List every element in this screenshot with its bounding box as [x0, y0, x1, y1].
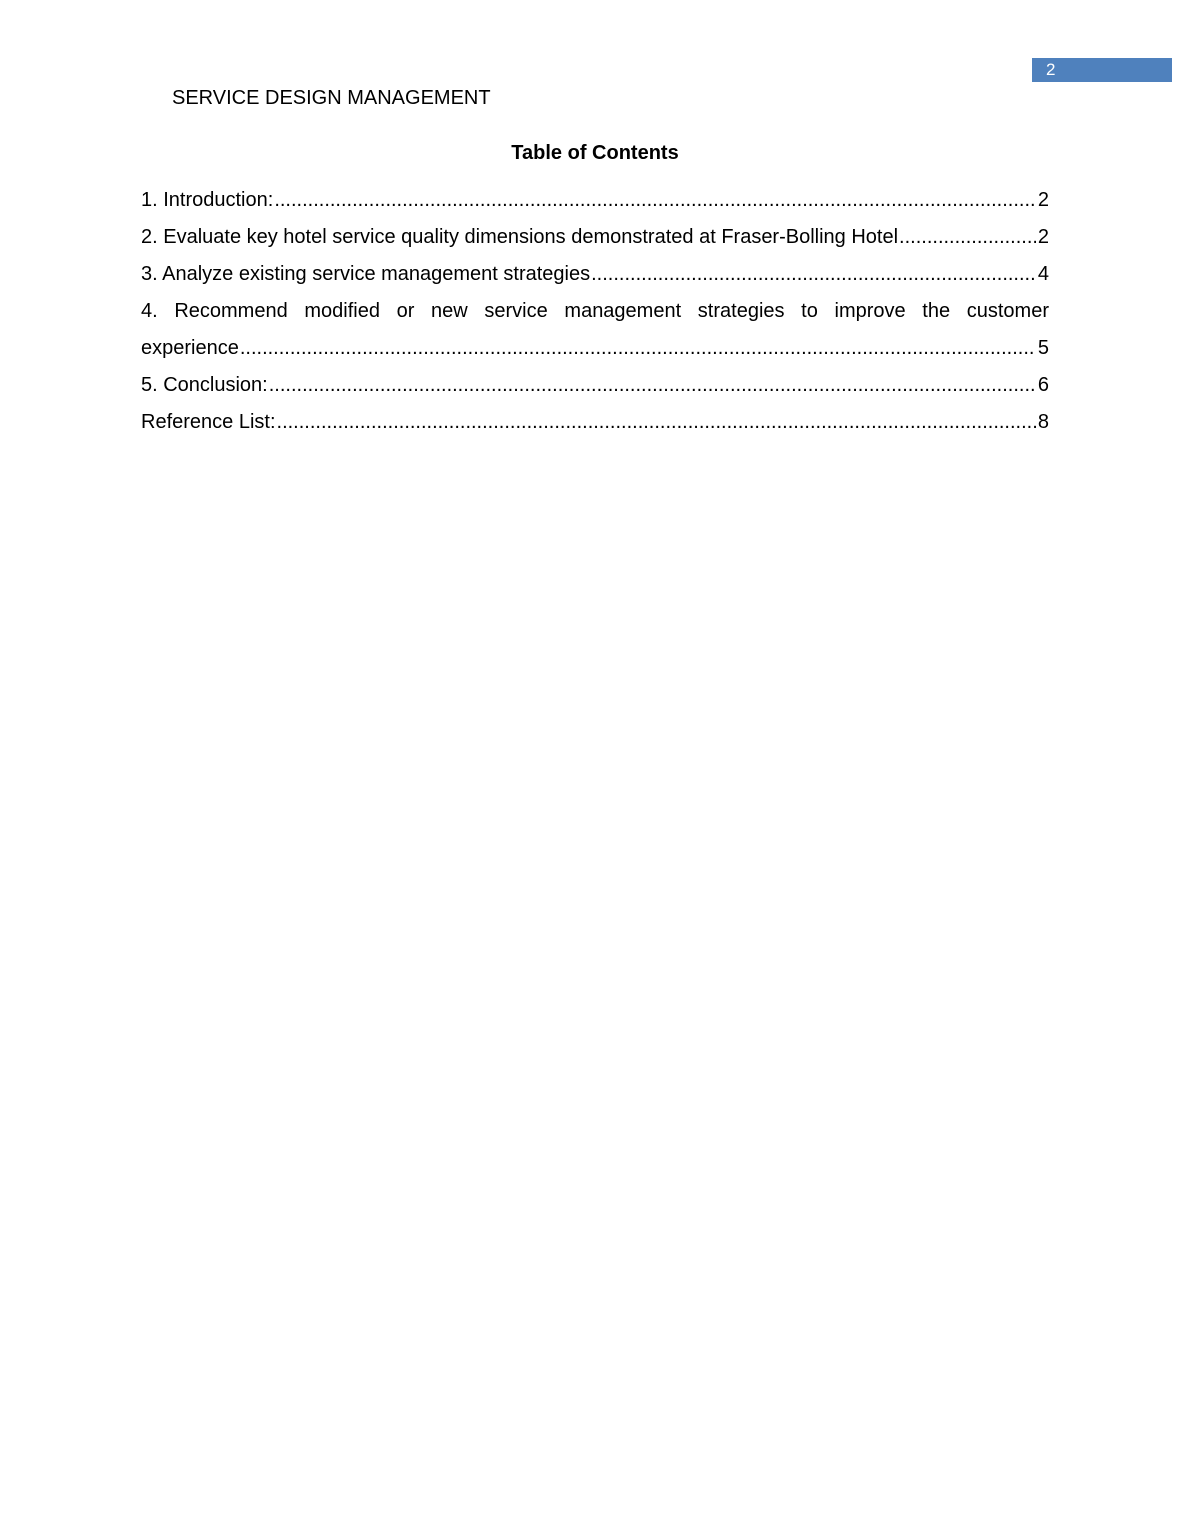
toc-entry-recommend-strategies[interactable] — [141, 293, 1049, 367]
toc-entry-conclusion[interactable] — [141, 367, 1049, 404]
toc-entry-label: 2. Evaluate key hotel service quality dimensions demonstrated at Fraser-Bolling Hotel — [141, 226, 899, 248]
toc-entry-label: 1. Introduction: — [141, 189, 274, 211]
toc-entry-page: 2 — [1037, 226, 1049, 248]
toc-entry-label-line2: experience — [141, 337, 239, 359]
toc-entry-label-line1: 4. Recommend modified or new service management strategies to improve the customer — [141, 300, 1049, 322]
toc-entry-label: Reference List: — [141, 411, 276, 433]
toc-entry-introduction[interactable] — [141, 182, 1049, 219]
toc-entry-evaluate-dimensions[interactable] — [141, 219, 1049, 256]
toc-entry-page: 4 — [1037, 263, 1049, 285]
dot-leader — [274, 182, 1036, 219]
page-number-badge — [1032, 58, 1172, 82]
dot-leader — [269, 367, 1036, 404]
toc-entry-page: 5 — [1037, 337, 1049, 359]
dot-leader — [240, 330, 1036, 367]
toc-entry-label: 3. Analyze existing service management strategies — [141, 263, 591, 285]
dot-leader — [591, 256, 1036, 293]
toc-title: Table of Contents — [511, 142, 679, 164]
toc-entry-reference-list[interactable] — [141, 404, 1049, 441]
toc-entry-line2 — [141, 330, 1049, 367]
dot-leader — [899, 219, 1036, 256]
dot-leader — [277, 404, 1036, 441]
toc-entry-page: 6 — [1037, 374, 1049, 396]
toc-entry-page: 8 — [1037, 411, 1049, 433]
toc-entry-page: 2 — [1037, 189, 1049, 211]
table-of-contents — [141, 182, 1049, 441]
page-number: 2 — [1046, 60, 1056, 79]
running-header: SERVICE DESIGN MANAGEMENT — [172, 87, 491, 109]
toc-entry-analyze-strategies[interactable] — [141, 256, 1049, 293]
toc-entry-label: 5. Conclusion: — [141, 374, 268, 396]
